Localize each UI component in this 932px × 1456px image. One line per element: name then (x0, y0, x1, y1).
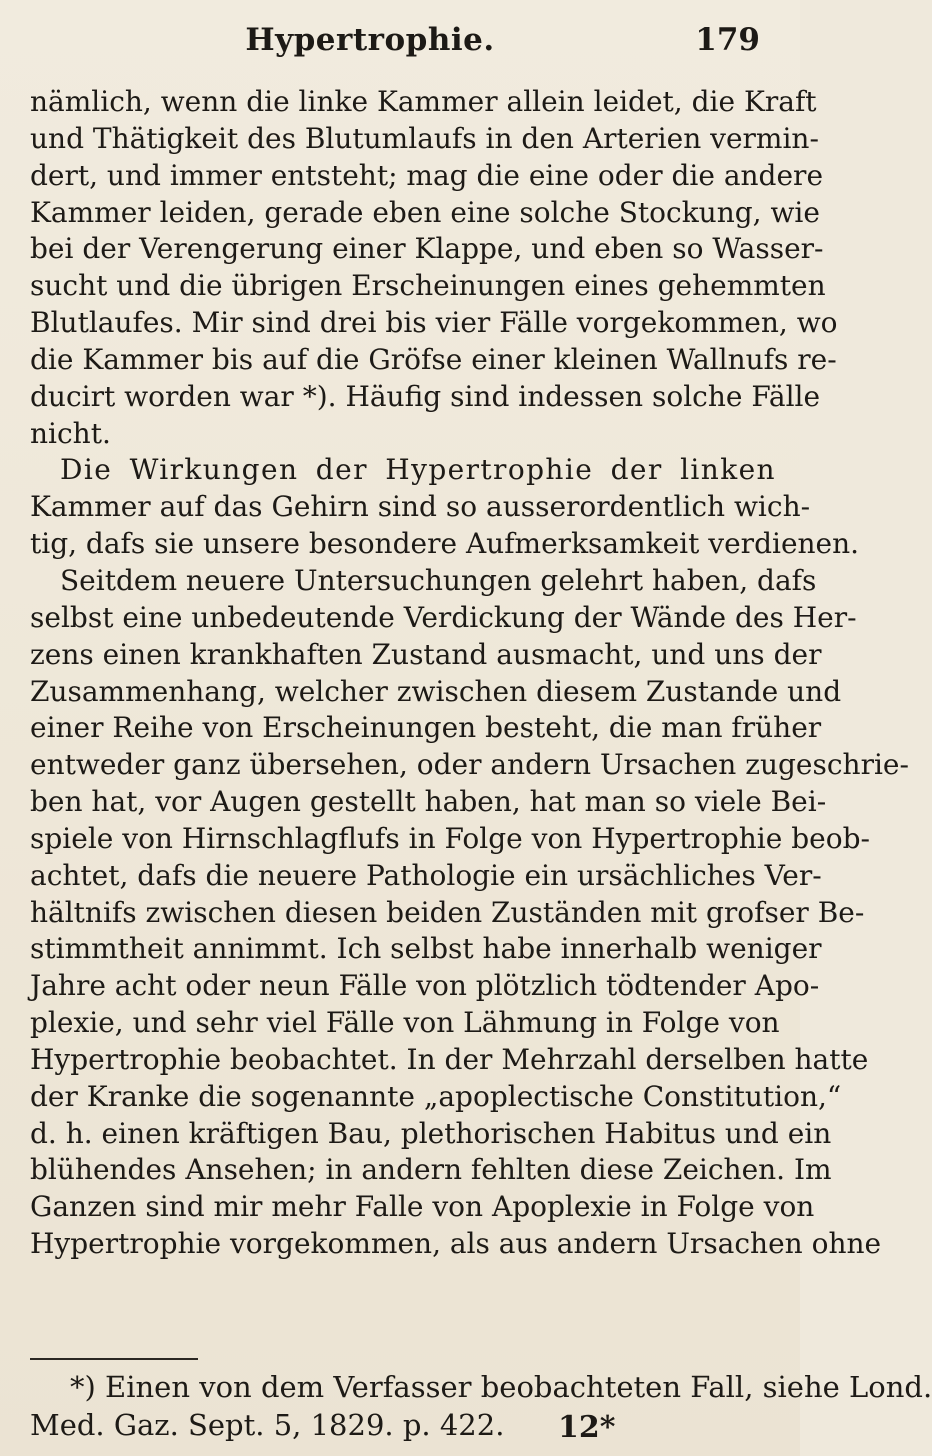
text-line: Kammer auf das Gehirn sind so ausserordentlich wich- (30, 490, 811, 524)
text-line: stimmtheit annimmt. Ich selbst habe innerhalb weniger (30, 932, 822, 966)
text-line: Kammer leiden, gerade eben eine solche Stockung, wie (30, 195, 820, 229)
text-line: die Kammer bis auf die Gröfse einer kleinen Wallnufs re- (30, 342, 837, 376)
footnote-line: Med. Gaz. Sept. 5, 1829. p. 422. (30, 1408, 505, 1442)
text-line: achtet, dafs die neuere Pathologie ein ursächliches Ver- (30, 858, 822, 892)
footnote-divider (30, 1358, 198, 1360)
footnote (30, 1368, 932, 1444)
text-line: ducirt worden war *). Häufig sind indessen solche Fälle (30, 379, 821, 413)
text-line: plexie, und sehr viel Fälle von Lähmung in Folge von (30, 1006, 780, 1040)
page-header (0, 22, 800, 72)
text-line: blühendes Ansehen; in andern fehlten diese Zeichen. Im (30, 1153, 832, 1187)
running-title: Hypertrophie. (245, 22, 495, 58)
section-heading-line: Die Wirkungen der Hypertrophie der linken (60, 453, 776, 487)
text-line: sucht und die übrigen Erscheinungen eines gehemmten (30, 269, 826, 303)
text-line: Blutlaufes. Mir sind drei bis vier Fälle vorgekommen, wo (30, 306, 838, 340)
text-line: hältnifs zwischen diesen beiden Zuständen mit grofser Be- (30, 895, 865, 929)
text-line: einer Reihe von Erscheinungen besteht, die man früher (30, 711, 822, 745)
text-line: tig, dafs sie unsere besondere Aufmerksamkeit verdienen. (30, 527, 860, 561)
text-line: nämlich, wenn die linke Kammer allein leidet, die Kraft (30, 85, 817, 118)
text-line: ben hat, vor Augen gestellt haben, hat man so viele Bei- (30, 785, 827, 819)
text-line: selbst eine unbedeutende Verdickung der Wände des Her- (30, 600, 857, 634)
page-number: 179 (695, 22, 760, 58)
signature-mark: 12* (558, 1410, 616, 1445)
text-line: Zusammenhang, welcher zwischen diesem Zustande und (30, 674, 842, 708)
text-line: Ganzen sind mir mehr Falle von Apoplexie in Folge von (30, 1190, 815, 1224)
text-line: Hypertrophie beobachtet. In der Mehrzahl derselben hatte (30, 1042, 869, 1076)
footnote-line: *) Einen von dem Verfasser beobachteten Fall, siehe Lond. (70, 1370, 932, 1404)
paragraph-end-line: nicht. (30, 416, 111, 450)
text-line: dert, und immer entsteht; mag die eine oder die andere (30, 158, 824, 192)
text-line: Hypertrophie vorgekommen, als aus andern Ursachen ohne (30, 1227, 882, 1261)
text-line: zens einen krankhaften Zustand ausmacht, und uns der (30, 637, 822, 671)
text-line: der Kranke die sogenannte „apoplectische Constitution,“ (30, 1079, 842, 1113)
body-text (30, 84, 909, 1263)
text-line: bei der Verengerung einer Klappe, und eben so Wasser- (30, 232, 824, 266)
paragraph-start-line: Seitdem neuere Untersuchungen gelehrt haben, dafs (60, 563, 817, 597)
text-line: und Thätigkeit des Blutumlaufs in den Arterien vermin- (30, 121, 819, 155)
text-line: entweder ganz übersehen, oder andern Ursachen zugeschrie- (30, 748, 909, 782)
text-line: spiele von Hirnschlagflufs in Folge von Hypertrophie beob- (30, 821, 870, 855)
text-line: d. h. einen kräftigen Bau, plethorischen Habitus und ein (30, 1116, 832, 1150)
text-line: Jahre acht oder neun Fälle von plötzlich tödtender Apo- (30, 969, 820, 1003)
